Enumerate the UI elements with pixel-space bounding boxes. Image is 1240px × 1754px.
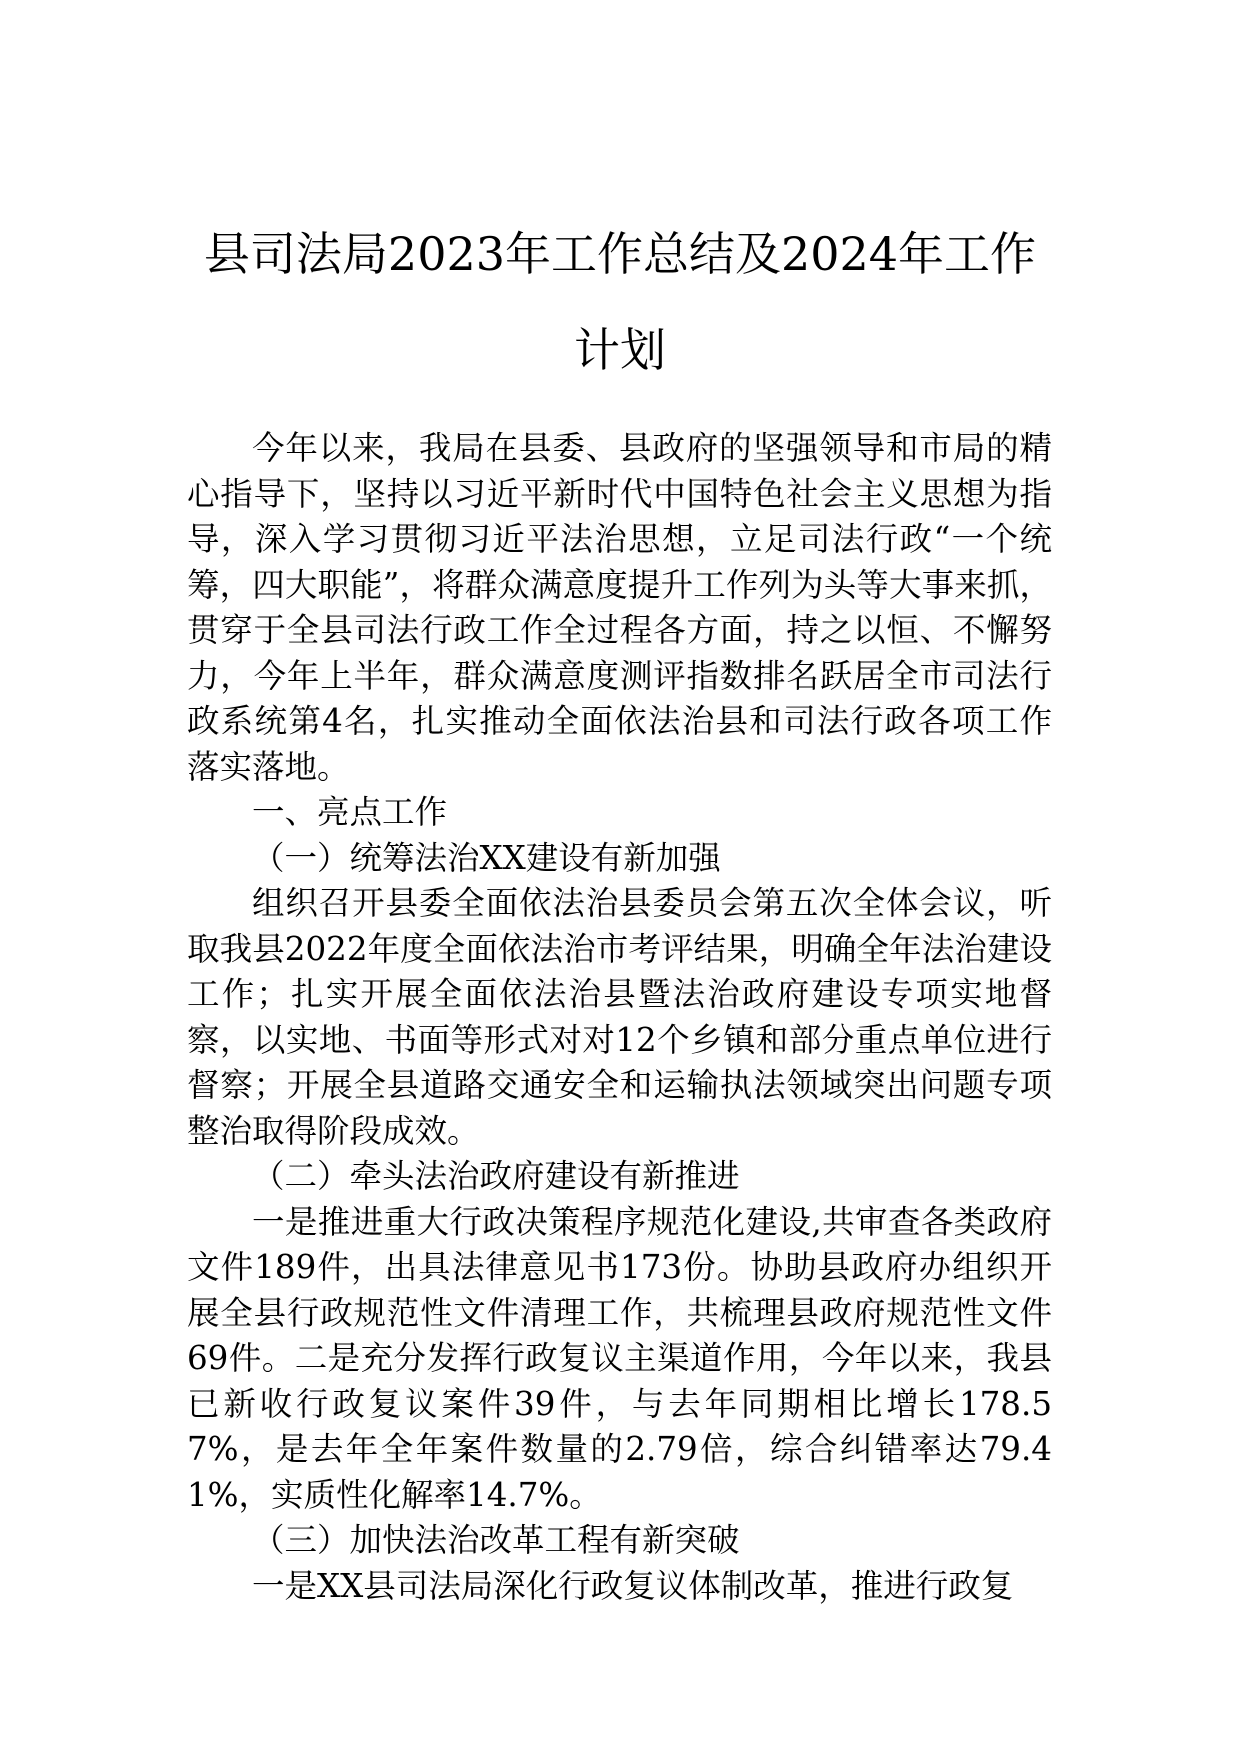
subsection-1-paragraph: 组织召开县委全面依法治县委员会第五次全体会议，听取我县2022年度全面依法治市考评结果，明确全年法治建设工作；扎实开展全面依法治县暨法治政府建设专项实地督察，以实地、书面等形式对对12个乡镇和部分重点单位进行督察；开展全县道路交通安全和运输执法领域突出问题专项整治取得阶段成效。 xyxy=(187,884,1052,1150)
subsection-3-paragraph: 一是XX县司法局深化行政复议体制改革，推进行政复 xyxy=(252,1566,1014,1605)
subsection-heading-2: （二）牵头法治政府建设有新推进 xyxy=(252,1157,740,1195)
subsection-heading-1: （一）统筹法治XX建设有新加强 xyxy=(252,838,721,877)
document-title: 县司法局2023年工作总结及2024年工作计划 xyxy=(203,227,1037,377)
subsection-2-paragraph: 一是推进重大行政决策程序规范化建设,共审查各类政府文件189件，出具法律意见书173份。协助县政府办组织开展全县行政规范性文件清理工作，共梳理县政府规范性文件69件。二是充分发挥行政复议主渠道作用，今年以来，我县已新收行政复议案件39件，与去年同期相比增长178.57%，是去年全年案件数量的2.79倍，综合纠错率达79.41%，实质性化解率14.7%。 xyxy=(187,1202,1052,1514)
subsection-heading-3: （三）加快法治改革工程有新突破 xyxy=(252,1521,740,1559)
section-heading-highlights: 一、亮点工作 xyxy=(252,793,448,831)
intro-paragraph: 今年以来，我局在县委、县政府的坚强领导和市局的精心指导下，坚持以习近平新时代中国特色社会主义思想为指导，深入学习贯彻习近平法治思想，立足司法行政“一个统筹，四大职能”，将群众满意度提升工作列为头等大事来抓，贯穿于全县司法行政工作全过程各方面，持之以恒、不懈努力，今年上半年，群众满意度测评指数排名跃居全市司法行政系统第4名，扎实推动全面依法治县和司法行政各项工作落实落地。 xyxy=(187,429,1052,786)
document-body xyxy=(187,426,1052,1609)
